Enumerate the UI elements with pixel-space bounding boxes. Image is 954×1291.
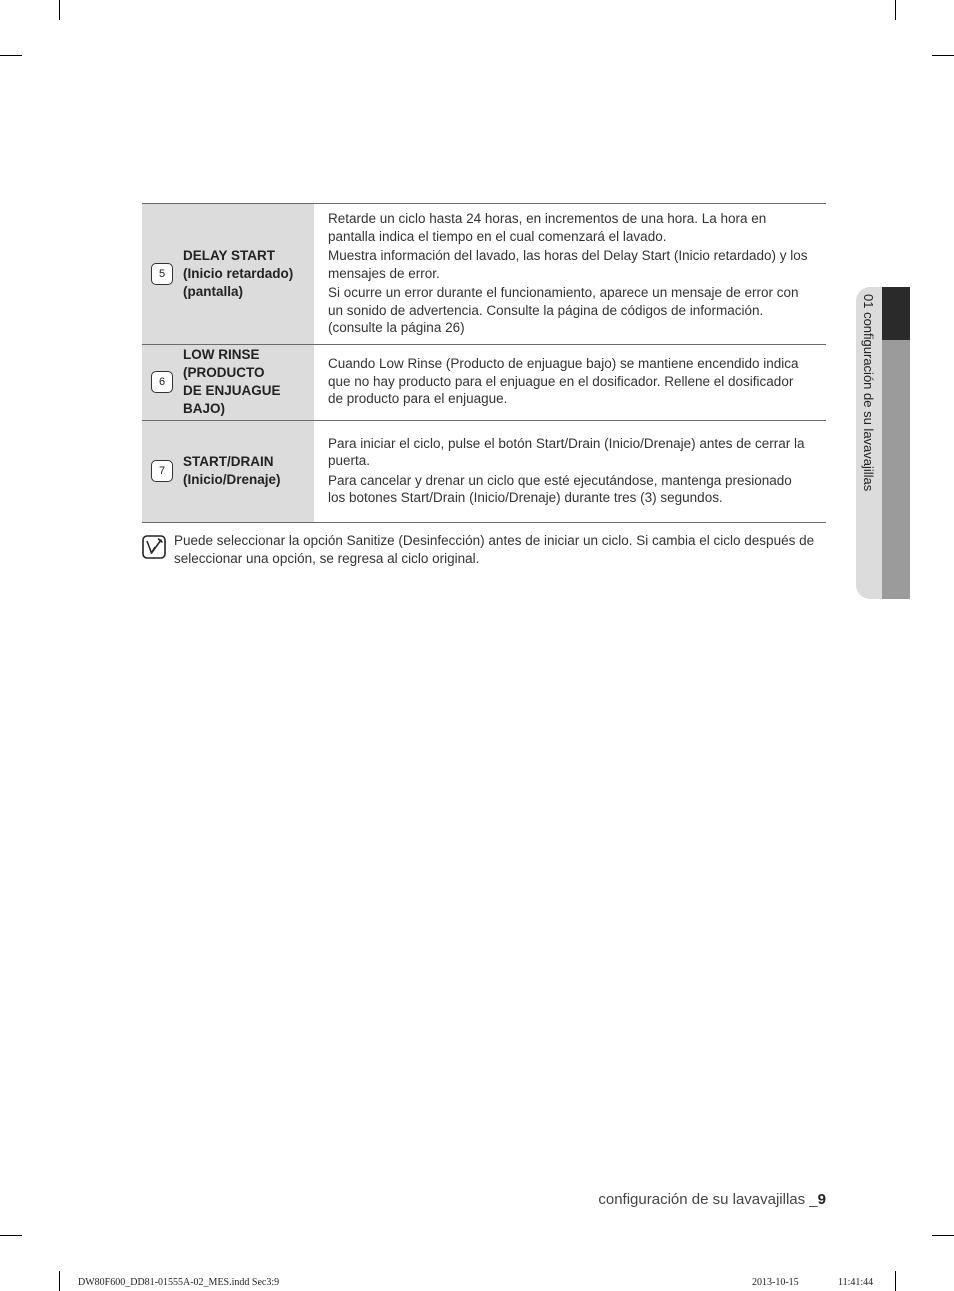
control-label: DELAY START (Inicio retardado) (pantalla) (183, 247, 294, 299)
note-text: Puede seleccionar la opción Sanitize (Desinfección) antes de iniciar un ciclo. Si cambia el ciclo después de seleccionar una opción, se regresa al ciclo original. (174, 533, 815, 566)
side-tab-dark-block (882, 287, 910, 340)
description-paragraph: Si ocurre un error durante el funcionamiento, aparece un mensaje de error con un sonido de advertencia. Consulte la página de códigos de información. (consulte la página 26) (328, 285, 799, 335)
controls-table (142, 203, 826, 523)
table-row (142, 204, 826, 345)
description-paragraph: Para iniciar el ciclo, pulse el botón Start/Drain (Inicio/Drenaje) antes de cerrar la puerta. (328, 435, 805, 468)
footer-section-title: configuración de su lavavajillas _9 (598, 1191, 826, 1208)
crop-mark (0, 1235, 22, 1236)
crop-mark (0, 55, 22, 56)
slug-time: 11:41:44 (838, 1277, 874, 1288)
table-row (142, 344, 826, 420)
slug-file: DW80F600_DD81-01555A-02_MES.indd Sec3:9 (78, 1277, 280, 1288)
crop-mark (895, 1271, 896, 1291)
description-paragraph: Muestra información del lavado, las horas del Delay Start (Inicio retardado) y los mensajes de error. (328, 248, 808, 281)
control-name-cell (142, 344, 314, 420)
control-description-cell (314, 344, 826, 420)
description-paragraph: Retarde un ciclo hasta 24 horas, en incrementos de una hora. La hora en pantalla indica el tiempo en el cual comenzará el lavado. (328, 211, 767, 244)
note-box (142, 532, 826, 568)
crop-mark (932, 55, 954, 56)
control-number-badge: 6 (151, 371, 173, 393)
description-paragraph: Para cancelar y drenar un ciclo que esté ejecutándose, mantenga presionado los botones Start/Drain (Inicio/Drenaje) durante tres (3) segundos. (328, 472, 792, 505)
crop-mark (932, 1235, 954, 1236)
crop-mark (59, 1271, 60, 1291)
control-name-cell (142, 420, 314, 522)
control-number-badge: 7 (151, 460, 173, 482)
control-description-cell (314, 420, 826, 522)
crop-mark (895, 0, 896, 20)
control-name-cell (142, 204, 314, 345)
control-number-badge: 5 (151, 263, 173, 285)
crop-mark (59, 0, 60, 20)
page-number: 9 (817, 1191, 826, 1208)
slug-date: 2013-10-15 (752, 1277, 799, 1288)
control-description-cell (314, 204, 826, 345)
note-pencil-icon (142, 535, 166, 559)
section-tab-label: 01 configuración de su lavavajillas (861, 294, 876, 492)
side-tab-grey-block (882, 340, 910, 599)
table-row (142, 420, 826, 522)
control-label: START/DRAIN (Inicio/Drenaje) (183, 454, 281, 487)
control-label: LOW RINSE (PRODUCTO DE ENJUAGUE BAJO) (183, 347, 281, 416)
description-paragraph: Cuando Low Rinse (Producto de enjuague bajo) se mantiene encendido indica que no hay producto para el enjuague en el dosificador. Rellene el dosificador de producto para el enjuague. (328, 356, 799, 407)
